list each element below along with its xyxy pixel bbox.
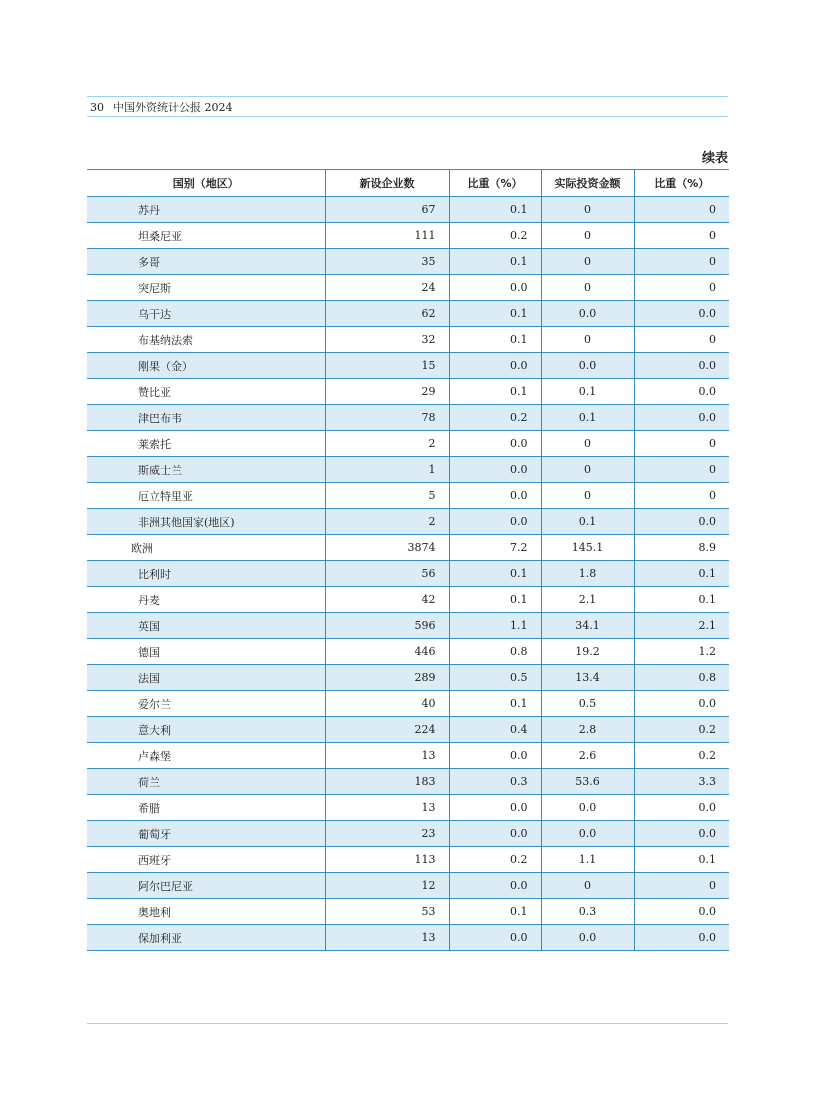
- investment-share-cell: 0.2: [634, 743, 729, 769]
- actual-investment-cell: 53.6: [541, 769, 634, 795]
- actual-investment-cell: 1.8: [541, 561, 634, 587]
- country-cell: 坦桑尼亚: [87, 223, 325, 249]
- new-enterprises-cell: 67: [325, 197, 449, 223]
- table-row: [87, 405, 729, 431]
- country-cell: 津巴布韦: [87, 405, 325, 431]
- new-enterprises-cell: 224: [325, 717, 449, 743]
- investment-share-cell: 0: [634, 223, 729, 249]
- actual-investment-cell: 0: [541, 197, 634, 223]
- new-enterprises-cell: 113: [325, 847, 449, 873]
- actual-investment-cell: 0: [541, 249, 634, 275]
- investment-share-cell: 0.0: [634, 691, 729, 717]
- share-cell: 7.2: [449, 535, 541, 561]
- new-enterprises-cell: 53: [325, 899, 449, 925]
- column-header-country: 国别（地区）: [87, 170, 325, 197]
- new-enterprises-cell: 446: [325, 639, 449, 665]
- column-header-share: 比重（%）: [449, 170, 541, 197]
- share-cell: 0.4: [449, 717, 541, 743]
- share-cell: 0.1: [449, 587, 541, 613]
- table-row: [87, 561, 729, 587]
- table-body: [87, 197, 729, 951]
- share-cell: 0.0: [449, 275, 541, 301]
- share-cell: 0.0: [449, 795, 541, 821]
- table-row: [87, 197, 729, 223]
- investment-share-cell: 0.1: [634, 847, 729, 873]
- country-cell: 奥地利: [87, 899, 325, 925]
- country-cell: 欧洲: [87, 535, 325, 561]
- actual-investment-cell: 0.1: [541, 405, 634, 431]
- country-cell: 卢森堡: [87, 743, 325, 769]
- table-row: [87, 223, 729, 249]
- investment-share-cell: 0: [634, 457, 729, 483]
- table-row: [87, 509, 729, 535]
- actual-investment-cell: 13.4: [541, 665, 634, 691]
- country-cell: 刚果（金）: [87, 353, 325, 379]
- new-enterprises-cell: 78: [325, 405, 449, 431]
- actual-investment-cell: 0.0: [541, 821, 634, 847]
- actual-investment-cell: 2.8: [541, 717, 634, 743]
- new-enterprises-cell: 23: [325, 821, 449, 847]
- country-cell: 荷兰: [87, 769, 325, 795]
- actual-investment-cell: 1.1: [541, 847, 634, 873]
- new-enterprises-cell: 62: [325, 301, 449, 327]
- table-row: [87, 743, 729, 769]
- new-enterprises-cell: 42: [325, 587, 449, 613]
- country-cell: 非洲其他国家(地区): [87, 509, 325, 535]
- column-header-actual-investment: 实际投资金额: [541, 170, 634, 197]
- new-enterprises-cell: 15: [325, 353, 449, 379]
- new-enterprises-cell: 289: [325, 665, 449, 691]
- investment-share-cell: 0.0: [634, 925, 729, 951]
- new-enterprises-cell: 1: [325, 457, 449, 483]
- country-cell: 乌干达: [87, 301, 325, 327]
- table-row: [87, 821, 729, 847]
- new-enterprises-cell: 111: [325, 223, 449, 249]
- share-cell: 0.1: [449, 301, 541, 327]
- new-enterprises-cell: 3874: [325, 535, 449, 561]
- new-enterprises-cell: 40: [325, 691, 449, 717]
- actual-investment-cell: 19.2: [541, 639, 634, 665]
- investment-share-cell: 0.0: [634, 795, 729, 821]
- table-row: [87, 873, 729, 899]
- share-cell: 0.2: [449, 405, 541, 431]
- share-cell: 0.0: [449, 431, 541, 457]
- country-cell: 英国: [87, 613, 325, 639]
- new-enterprises-cell: 29: [325, 379, 449, 405]
- country-cell: 阿尔巴尼亚: [87, 873, 325, 899]
- investment-share-cell: 0: [634, 249, 729, 275]
- share-cell: 0.0: [449, 457, 541, 483]
- investment-share-cell: 0.0: [634, 405, 729, 431]
- new-enterprises-cell: 32: [325, 327, 449, 353]
- share-cell: 0.0: [449, 353, 541, 379]
- new-enterprises-cell: 35: [325, 249, 449, 275]
- table-row: [87, 613, 729, 639]
- new-enterprises-cell: 24: [325, 275, 449, 301]
- share-cell: 0.0: [449, 925, 541, 951]
- share-cell: 0.1: [449, 691, 541, 717]
- investment-share-cell: 0.0: [634, 899, 729, 925]
- table-row: [87, 483, 729, 509]
- actual-investment-cell: 0.5: [541, 691, 634, 717]
- investment-share-cell: 0.2: [634, 717, 729, 743]
- table-row: [87, 639, 729, 665]
- share-cell: 0.1: [449, 561, 541, 587]
- actual-investment-cell: 0: [541, 327, 634, 353]
- table-row: [87, 769, 729, 795]
- investment-share-cell: 0: [634, 197, 729, 223]
- table-row: [87, 379, 729, 405]
- table-row: [87, 665, 729, 691]
- actual-investment-cell: 0.0: [541, 353, 634, 379]
- actual-investment-cell: 34.1: [541, 613, 634, 639]
- actual-investment-cell: 0: [541, 873, 634, 899]
- actual-investment-cell: 0.0: [541, 301, 634, 327]
- investment-share-cell: 2.1: [634, 613, 729, 639]
- actual-investment-cell: 0: [541, 483, 634, 509]
- column-header-investment-share: 比重（%）: [634, 170, 729, 197]
- country-cell: 西班牙: [87, 847, 325, 873]
- share-cell: 0.2: [449, 223, 541, 249]
- share-cell: 0.0: [449, 743, 541, 769]
- table-row: [87, 353, 729, 379]
- country-cell: 多哥: [87, 249, 325, 275]
- actual-investment-cell: 0.0: [541, 925, 634, 951]
- table-row: [87, 587, 729, 613]
- investment-share-cell: 0: [634, 431, 729, 457]
- new-enterprises-cell: 596: [325, 613, 449, 639]
- investment-share-cell: 0.8: [634, 665, 729, 691]
- share-cell: 0.1: [449, 249, 541, 275]
- table-row: [87, 535, 729, 561]
- country-cell: 厄立特里亚: [87, 483, 325, 509]
- share-cell: 0.0: [449, 509, 541, 535]
- table-row: [87, 301, 729, 327]
- share-cell: 0.1: [449, 197, 541, 223]
- country-cell: 葡萄牙: [87, 821, 325, 847]
- table-row: [87, 795, 729, 821]
- actual-investment-cell: 2.6: [541, 743, 634, 769]
- actual-investment-cell: 0.3: [541, 899, 634, 925]
- country-cell: 比利时: [87, 561, 325, 587]
- share-cell: 1.1: [449, 613, 541, 639]
- country-cell: 丹麦: [87, 587, 325, 613]
- table-row: [87, 899, 729, 925]
- continued-label: 续表: [701, 151, 728, 166]
- share-cell: 0.0: [449, 483, 541, 509]
- table-row: [87, 457, 729, 483]
- new-enterprises-cell: 5: [325, 483, 449, 509]
- investment-share-cell: 8.9: [634, 535, 729, 561]
- investment-share-cell: 0.0: [634, 353, 729, 379]
- actual-investment-cell: 0.0: [541, 795, 634, 821]
- share-cell: 0.1: [449, 379, 541, 405]
- country-cell: 斯威士兰: [87, 457, 325, 483]
- investment-share-cell: 0: [634, 873, 729, 899]
- new-enterprises-cell: 2: [325, 431, 449, 457]
- country-cell: 德国: [87, 639, 325, 665]
- investment-share-cell: 3.3: [634, 769, 729, 795]
- country-cell: 法国: [87, 665, 325, 691]
- investment-share-cell: 0.0: [634, 379, 729, 405]
- table-row: [87, 925, 729, 951]
- investment-share-cell: 0.1: [634, 561, 729, 587]
- country-cell: 赞比亚: [87, 379, 325, 405]
- country-cell: 保加利亚: [87, 925, 325, 951]
- actual-investment-cell: 2.1: [541, 587, 634, 613]
- share-cell: 0.8: [449, 639, 541, 665]
- new-enterprises-cell: 13: [325, 795, 449, 821]
- investment-share-cell: 0.0: [634, 509, 729, 535]
- actual-investment-cell: 0: [541, 223, 634, 249]
- country-cell: 突尼斯: [87, 275, 325, 301]
- column-header-new-enterprises: 新设企业数: [325, 170, 449, 197]
- footer-rule: [87, 1023, 728, 1024]
- table-row: [87, 847, 729, 873]
- new-enterprises-cell: 13: [325, 925, 449, 951]
- actual-investment-cell: 0: [541, 431, 634, 457]
- page-header: [87, 96, 728, 117]
- country-cell: 苏丹: [87, 197, 325, 223]
- actual-investment-cell: 0.1: [541, 509, 634, 535]
- investment-share-cell: 0.0: [634, 301, 729, 327]
- share-cell: 0.1: [449, 899, 541, 925]
- investment-share-cell: 0: [634, 275, 729, 301]
- share-cell: 0.0: [449, 821, 541, 847]
- investment-share-cell: 1.2: [634, 639, 729, 665]
- share-cell: 0.3: [449, 769, 541, 795]
- investment-table: [87, 169, 729, 951]
- share-cell: 0.0: [449, 873, 541, 899]
- table-header-row: [87, 170, 729, 197]
- investment-share-cell: 0: [634, 327, 729, 353]
- table-row: [87, 691, 729, 717]
- share-cell: 0.1: [449, 327, 541, 353]
- new-enterprises-cell: 56: [325, 561, 449, 587]
- investment-share-cell: 0: [634, 483, 729, 509]
- publication-title: 中国外资统计公报 2024: [113, 101, 233, 114]
- page-number: 30: [90, 101, 104, 114]
- table-row: [87, 327, 729, 353]
- table-row: [87, 717, 729, 743]
- share-cell: 0.5: [449, 665, 541, 691]
- country-cell: 布基纳法索: [87, 327, 325, 353]
- new-enterprises-cell: 2: [325, 509, 449, 535]
- new-enterprises-cell: 12: [325, 873, 449, 899]
- new-enterprises-cell: 183: [325, 769, 449, 795]
- actual-investment-cell: 0: [541, 457, 634, 483]
- country-cell: 意大利: [87, 717, 325, 743]
- table-row: [87, 431, 729, 457]
- table-row: [87, 275, 729, 301]
- investment-share-cell: 0.1: [634, 587, 729, 613]
- actual-investment-cell: 0: [541, 275, 634, 301]
- actual-investment-cell: 0.1: [541, 379, 634, 405]
- share-cell: 0.2: [449, 847, 541, 873]
- table-row: [87, 249, 729, 275]
- actual-investment-cell: 145.1: [541, 535, 634, 561]
- investment-share-cell: 0.0: [634, 821, 729, 847]
- country-cell: 希腊: [87, 795, 325, 821]
- country-cell: 莱索托: [87, 431, 325, 457]
- new-enterprises-cell: 13: [325, 743, 449, 769]
- country-cell: 爱尔兰: [87, 691, 325, 717]
